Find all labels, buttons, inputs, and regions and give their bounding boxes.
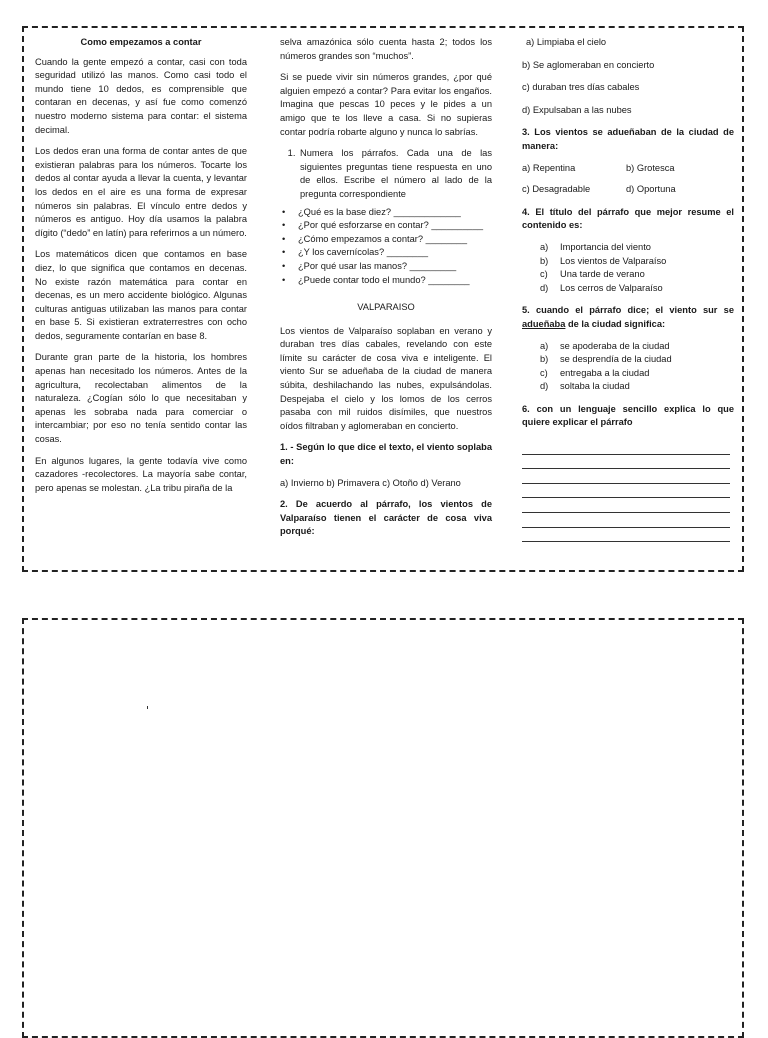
instruction-list	[280, 147, 492, 201]
option-letter: b)	[540, 354, 549, 365]
option-letter: a)	[540, 340, 549, 351]
option-text: Una tarde de verano	[560, 269, 645, 280]
option-letter: a)	[540, 241, 549, 252]
list-item	[522, 282, 734, 296]
option: b) Se aglomeraban en concierto	[522, 59, 655, 70]
list-item	[522, 268, 734, 282]
list-item: • ¿Por qué usar las manos? _________	[296, 260, 492, 274]
question-1: 1. - Según lo que dice el texto, el viento soplaba en:	[280, 442, 492, 467]
option-letter: c)	[540, 269, 548, 280]
list-item	[522, 241, 734, 255]
option-row	[522, 183, 734, 197]
list-item: • ¿Puede contar todo el mundo? ________	[296, 274, 492, 288]
option-letter: d)	[540, 381, 549, 392]
option-letter: b)	[540, 255, 549, 266]
question-4: 4. El título del párrafo que mejor resume el contenido es:	[522, 206, 734, 231]
column-reading-text	[35, 36, 247, 503]
worksheet-page-frame	[22, 26, 744, 572]
option-letter: d)	[540, 282, 549, 293]
question-5-text: 5. cuando el párrafo dice; el viento sur se	[522, 305, 734, 316]
stray-mark	[147, 706, 148, 709]
paragraph: Los dedos eran una forma de contar antes de que existieran palabras para los números. Tocarte los dedos al contar ayuda a llevar la cuenta, y levantar los dedos en el aire es una forma de expresar números sin palabras. El vínculo entre dedos y números es antiguo. Hoy día usamos la palabra dígito (“dedo” en latín) para referirnos a un número.	[35, 146, 247, 238]
question-3: 3. Los vientos se adueñaban de la ciudad de manera:	[522, 127, 734, 151]
option-text: soltaba la ciudad	[560, 381, 630, 392]
option-list	[522, 241, 734, 295]
answer-line[interactable]	[522, 528, 730, 543]
option: d) Expulsaban a las nubes	[522, 104, 632, 115]
empty-page-frame	[22, 618, 744, 1038]
option: b) Grotesca	[626, 162, 675, 173]
list-item: • ¿Y los cavernícolas? ________	[296, 246, 492, 260]
paragraph: Los matemáticos dicen que contamos en base diez, lo que significa que contamos en decenas. No existe razón matemática para contar en decenas, es un mero accidente biológico. Algunas culturas antiguas utilizaban las manos para contar en base 5. Si existieran extraterrestres con ocho dedos, seguramente contarían en base 8.	[35, 249, 247, 341]
paragraph: selva amazónica sólo cuenta hasta 2; todos los números grandes son “muchos”.	[280, 37, 492, 61]
list-item	[522, 255, 734, 269]
question-5-text: de la ciudad significa:	[565, 318, 666, 329]
answer-line[interactable]	[522, 469, 730, 484]
question-5	[522, 304, 734, 331]
column-questions-b	[522, 36, 734, 542]
paragraph: Si se puede vivir sin números grandes, ¿por qué alguien empezó a contar? Para evitar los engaños. Imagina que pescas 10 peces y le pides a un amigo que te los lleve a casa. Si no supieras contar podría robarte alguno y nunca lo sabrías.	[280, 72, 492, 137]
list-item: • ¿Qué es la base diez? _____________	[296, 206, 492, 220]
option: c) duraban tres días cabales	[522, 82, 640, 93]
list-item: • ¿Por qué esforzarse en contar? __________	[296, 219, 492, 233]
question-6: 6. con un lenguaje sencillo explica lo que quiere explicar el párrafo	[522, 403, 734, 428]
paragraph: Los vientos de Valparaíso soplaban en verano y duraban tres días cabales, revelando con este límite su carácter de cosa viva e inteligente. El viento Sur se adueñaba de la ciudad de manera súbita, deshilachando las nubes, expulsándolas. Despejaba el cielo y los lomos de los cerros pasaba con mil ruidos disímiles, que nuestros oídos filtraban y aglomeraban en concierto.	[280, 325, 492, 431]
instruction-text: 1. Numera los párrafos. Cada una de las siguientes preguntas tiene respuesta en uno de ellos. Escribe el número al lado de la pregunta correspondiente	[298, 147, 492, 201]
list-item: • ¿Cómo empezamos a contar? ________	[296, 233, 492, 247]
list-item	[522, 353, 734, 367]
answer-lines[interactable]	[522, 440, 734, 542]
option-text: entregaba a la ciudad	[560, 367, 650, 378]
question-2: 2. De acuerdo al párrafo, los vientos de Valparaíso tienen el carácter de cosa viva porqué:	[280, 499, 492, 537]
answer-line[interactable]	[522, 498, 730, 513]
answer-line[interactable]	[522, 455, 730, 470]
option-row	[522, 162, 734, 176]
option-list	[522, 340, 734, 394]
reading-title: Como empezamos a contar	[80, 37, 202, 47]
question-list	[280, 206, 492, 288]
paragraph: Durante gran parte de la historia, los hombres apenas han necesitado los números. Antes de la agricultura, recolectaban alimentos de la naturaleza. ¿Cogían sólo lo que necesitaban y apenas les sobraba nada para comerciar o intercambiar; por eso no tenía sentido contar las cosas.	[35, 352, 247, 445]
answer-line[interactable]	[522, 440, 730, 455]
option: a) Repentina	[522, 162, 576, 173]
option-letter: c)	[540, 367, 548, 378]
underlined-word: adueñaba	[522, 318, 566, 329]
option-text: Los cerros de Valparaíso	[560, 282, 663, 293]
paragraph: En algunos lugares, la gente todavía vive como cazadores -recolectores. La mayoría sabe contar, pero apenas se molestan. ¿La tribu piraña de la	[35, 455, 247, 493]
option: d) Oportuna	[626, 184, 676, 195]
answer-line[interactable]	[522, 513, 730, 528]
section-title: VALPARAISO	[357, 302, 415, 313]
option-text: se desprendía de la ciudad	[560, 354, 672, 365]
option: a) Limpiaba el cielo	[526, 37, 607, 47]
list-item	[522, 380, 734, 394]
question-1-options: a) Invierno b) Primavera c) Otoño d) Verano	[280, 477, 461, 488]
option-text: se apoderaba de la ciudad	[560, 340, 670, 351]
column-questions-a	[280, 36, 492, 547]
list-item	[522, 340, 734, 354]
option-text: Los vientos de Valparaíso	[560, 255, 667, 266]
answer-line[interactable]	[522, 484, 730, 499]
list-item	[522, 367, 734, 381]
option: c) Desagradable	[522, 184, 591, 195]
option-text: Importancia del viento	[560, 241, 651, 252]
paragraph: Cuando la gente empezó a contar, casi con toda seguridad utilizó las manos. Como casi todo el mundo tiene 10 dedos, es comprensible que contaran en decenas, y así fue como comenzó nuestro moderno sistema para contar: el sistema decimal.	[35, 56, 247, 135]
